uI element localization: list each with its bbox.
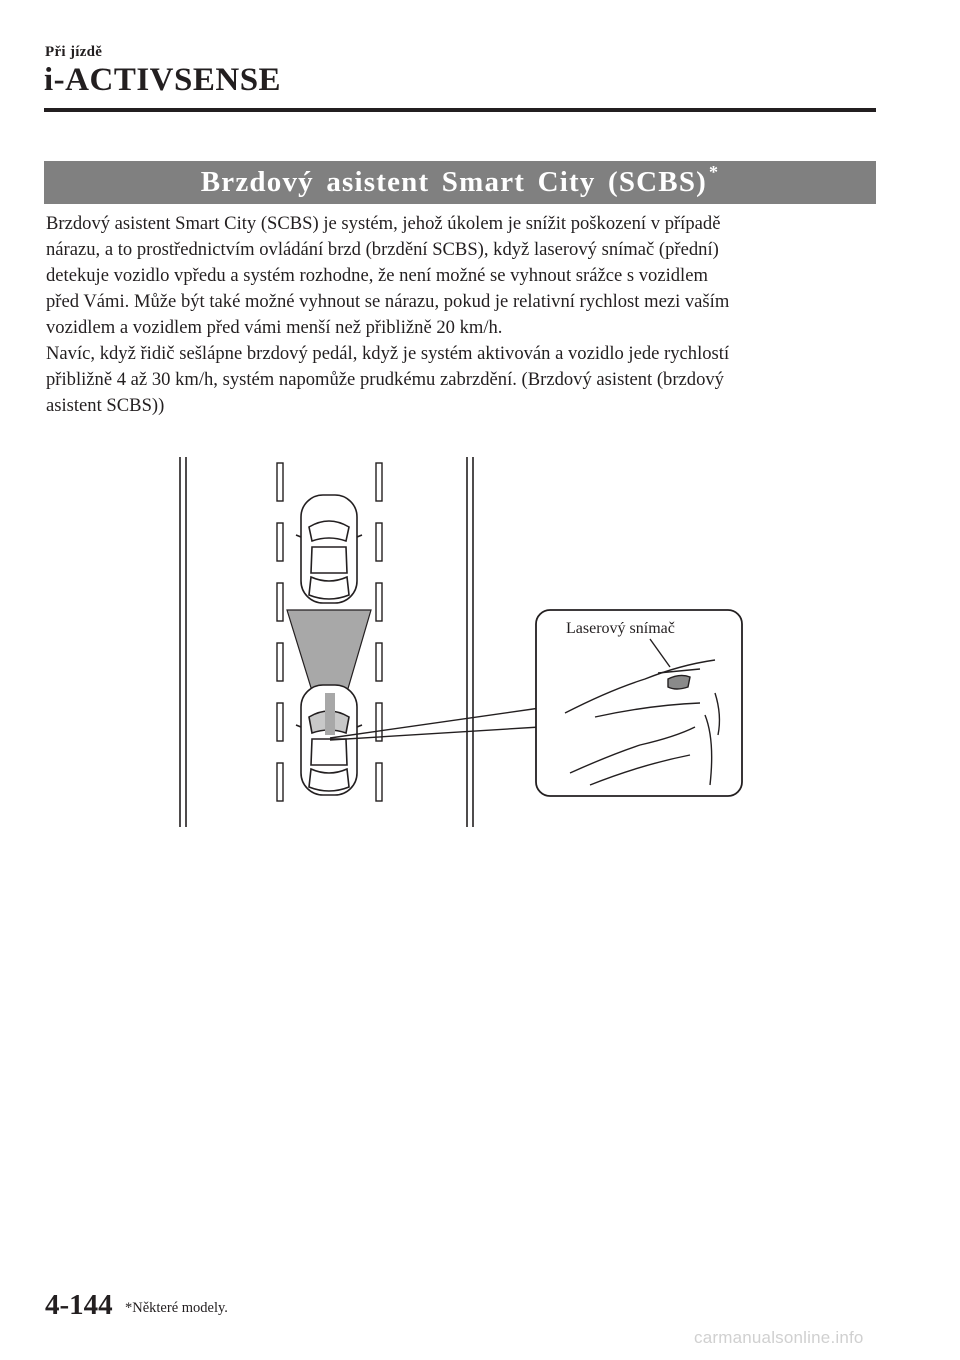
section-title	[200, 162, 720, 199]
body-line: nárazu, a to prostřednictvím ovládání brzd (brzdění SCBS), když laserový snímač (přední)	[46, 239, 719, 260]
vehicle-ahead	[296, 495, 362, 603]
page-number: 4-144	[45, 1289, 113, 1321]
section-title-mark: *	[709, 162, 720, 182]
callout-leader	[330, 708, 540, 740]
watermark: carmanualsonline.info	[694, 1328, 864, 1347]
body-line: detekuje vozidlo vpředu a systém rozhodne, že není možné se vyhnout srážce s vozidlem	[46, 265, 708, 286]
body-line: před Vámi. Může být také možné vyhnout se nárazu, pokud je relativní rychlost mezi vaším	[46, 291, 730, 312]
body-line: vozidlem a vozidlem před vámi menší než přibližně 20 km/h.	[46, 317, 503, 338]
body-line: Brzdový asistent Smart City (SCBS) je systém, jehož úkolem je snížit poškození v případě	[46, 213, 721, 234]
footnote: *Některé modely.	[125, 1300, 228, 1316]
own-vehicle	[296, 685, 362, 795]
body-line: asistent SCBS))	[46, 395, 165, 416]
chapter-divider	[44, 108, 876, 112]
road-edge-left	[180, 457, 186, 827]
body-line: Navíc, když řidič sešlápne brzdový pedál, když je systém aktivován a vozidlo jede rychlostí	[46, 343, 730, 364]
breadcrumb: Při jízdě	[45, 44, 103, 60]
chapter-title: i-ACTIVSENSE	[44, 62, 282, 98]
body-line: přibližně 4 až 30 km/h, systém napomůže prudkému zabrzdění. (Brzdový asistent (brzdový	[46, 369, 724, 390]
road-diagram	[170, 455, 750, 830]
callout-label: Laserový snímač	[566, 620, 675, 637]
road-edge-right	[467, 457, 473, 827]
section-title-text: Brzdový asistent Smart City (SCBS)	[200, 166, 708, 198]
section-banner	[44, 161, 876, 204]
body-text	[46, 211, 876, 419]
scbs-illustration	[170, 455, 750, 830]
